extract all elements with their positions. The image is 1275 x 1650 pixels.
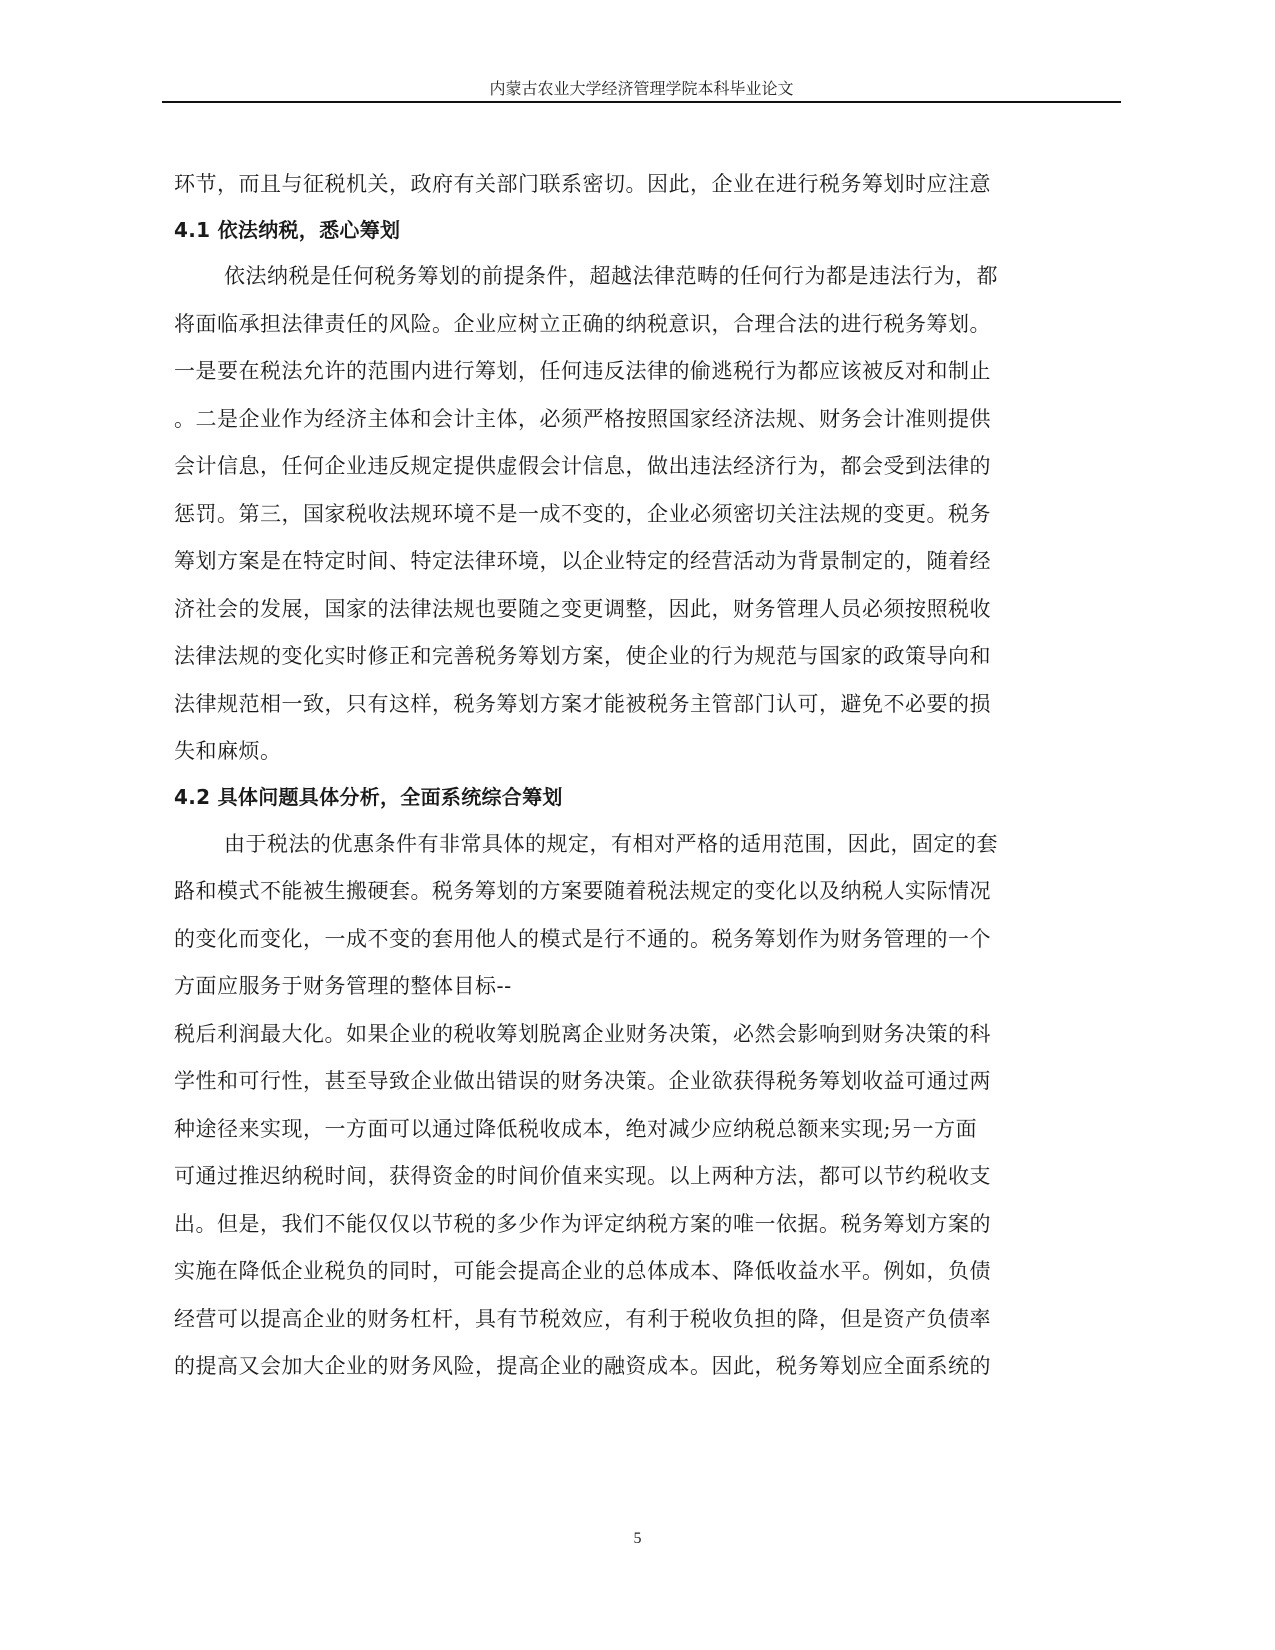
paragraph-line: 会计信息，任何企业违反规定提供虚假会计信息，做出违法经济行为，都会受到法律的 — [174, 454, 991, 478]
paragraph-line: 方面应服务于财务管理的整体目标-- — [174, 974, 512, 998]
paragraph-line: 筹划方案是在特定时间、特定法律环境，以企业特定的经营活动为背景制定的，随着经 — [174, 549, 991, 573]
page-number: 5 — [633, 1530, 642, 1547]
paragraph-line: 将面临承担法律责任的风险。企业应树立正确的纳税意识，合理合法的进行税务筹划。 — [174, 312, 991, 336]
paragraph-line: 济社会的发展，国家的法律法规也要随之变更调整，因此，财务管理人员必须按照税收 — [174, 597, 991, 621]
paragraph-line: 依法纳税是任何税务筹划的前提条件，超越法律范畴的任何行为都是违法行为，都 — [224, 264, 998, 288]
section-heading-4-1: 4.1 依法纳税，悉心筹划 — [174, 218, 401, 242]
paragraph-line: 环节，而且与征税机关，政府有关部门联系密切。因此，企业在进行税务筹划时应注意 — [174, 172, 991, 196]
paragraph-line: 失和麻烦。 — [174, 739, 282, 763]
paragraph-line: 的提高又会加大企业的财务风险，提高企业的融资成本。因此，税务筹划应全面系统的 — [174, 1354, 991, 1378]
paragraph-line: 可通过推迟纳税时间，获得资金的时间价值来实现。以上两种方法，都可以节约税收支 — [174, 1164, 991, 1188]
paragraph-line: 出。但是，我们不能仅仅以节税的多少作为评定纳税方案的唯一依据。税务筹划方案的 — [174, 1212, 991, 1236]
page-header-title: 内蒙古农业大学经济管理学院本科毕业论文 — [489, 79, 794, 98]
paragraph-line: 惩罚。第三，国家税收法规环境不是一成不变的，企业必须密切关注法规的变更。税务 — [174, 502, 991, 526]
paragraph-line: 。二是企业作为经济主体和会计主体，必须严格按照国家经济法规、财务会计准则提供 — [174, 407, 991, 431]
paragraph-line: 由于税法的优惠条件有非常具体的规定，有相对严格的适用范围，因此，固定的套 — [224, 832, 998, 856]
paragraph-line: 法律法规的变化实时修正和完善税务筹划方案，使企业的行为规范与国家的政策导向和 — [174, 644, 991, 668]
paragraph-line: 税后利润最大化。如果企业的税收筹划脱离企业财务决策，必然会影响到财务决策的科 — [174, 1022, 991, 1046]
paragraph-line: 经营可以提高企业的财务杠杆，具有节税效应，有利于税收负担的降，但是资产负债率 — [174, 1307, 991, 1331]
paragraph-line: 实施在降低企业税负的同时，可能会提高企业的总体成本、降低收益水平。例如，负债 — [174, 1259, 991, 1283]
paragraph-line: 法律规范相一致，只有这样，税务筹划方案才能被税务主管部门认可，避免不必要的损 — [174, 692, 991, 716]
paragraph-line: 路和模式不能被生搬硬套。税务筹划的方案要随着税法规定的变化以及纳税人实际情况 — [174, 879, 991, 903]
paragraph-line: 的变化而变化，一成不变的套用他人的模式是行不通的。税务筹划作为财务管理的一个 — [174, 927, 991, 951]
paragraph-line: 一是要在税法允许的范围内进行筹划，任何违反法律的偷逃税行为都应该被反对和制止 — [174, 359, 991, 383]
header-divider — [162, 101, 1121, 103]
paragraph-line: 种途径来实现，一方面可以通过降低税收成本，绝对减少应纳税总额来实现;另一方面 — [174, 1117, 978, 1141]
section-heading-4-2: 4.2 具体问题具体分析，全面系统综合筹划 — [174, 785, 563, 809]
paragraph-line: 学性和可行性，甚至导致企业做出错误的财务决策。企业欲获得税务筹划收益可通过两 — [174, 1069, 991, 1093]
